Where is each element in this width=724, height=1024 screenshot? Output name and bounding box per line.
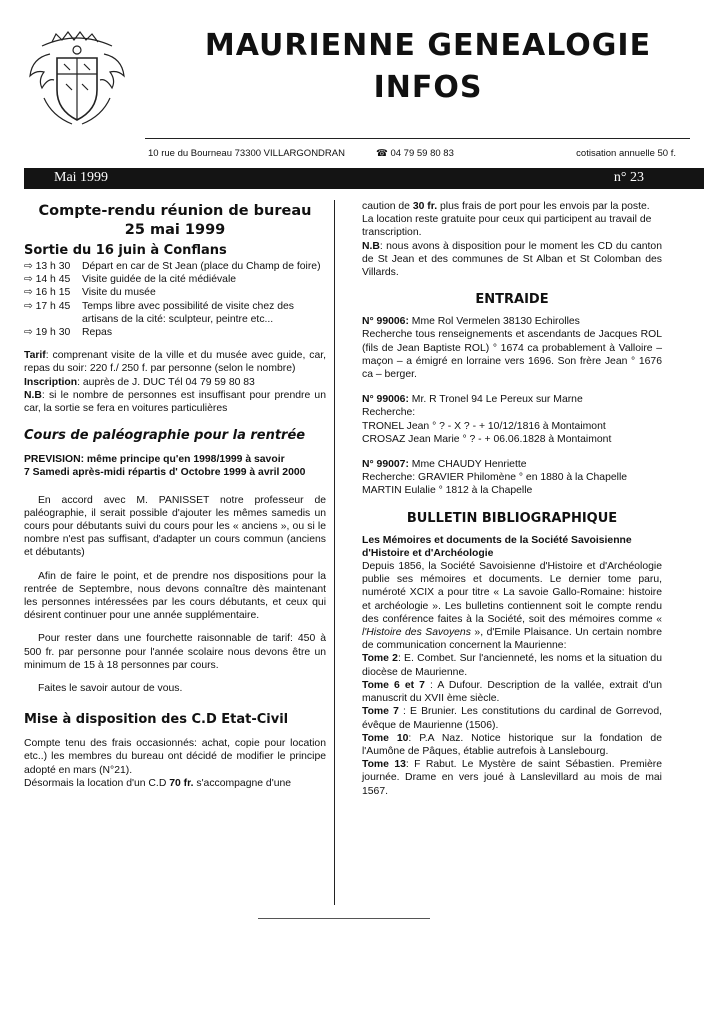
entraide-title: ENTRAIDE xyxy=(475,292,549,308)
newsletter-title: MAURIENNE GENEALOGIE xyxy=(204,28,652,63)
cd-paragraph: Compte tenu des frais occasionnés: achat, copie pour location etc..) les membres du bureau ont décidé de modifier le principe adopté en mars (N°21). xyxy=(24,738,326,776)
biblio-subtitle: Les Mémoires et documents de la Société Savoisienne d'Histoire et d'Archéologie xyxy=(362,534,632,559)
paleography-paragraph-3: Pour rester dans une fourchette raisonnable de tarif: 450 à 500 fr. par personne pour l'année scolaire nous devons être un minimum de 15 à 18 personnes par cours. xyxy=(24,633,326,671)
cd-title: Mise à disposition des C.D Etat-Civil xyxy=(24,712,289,728)
program-item: ⇨ 13 h 30 Départ en car de St Jean (place du Champ de foire) xyxy=(24,261,321,272)
prevision-line-2: 7 Samedi après-midi répartis d' Octobre 1999 à avril 2000 xyxy=(24,467,306,479)
program-item: ⇨ 19 h 30 Repas xyxy=(24,327,113,339)
entraide-entry-header: N° 99006: Mme Rol Vermelen 38130 Echirolles xyxy=(362,316,580,328)
biblio-paragraph: Depuis 1856, la Société Savoisienne d'Histoire et d'Archéologie publie ses mémoires et documents. Le dernier tome paru, numéroté XCIX a pour titre « La savoie Gallo-Romaine: histoire et archéologie ». Les bulletins contiennent soit le compte rendu des conférence faites à la Société, soit des mémoires comme « l'Histoire des Savoyens », d'Emile Plaisance. Un certain nombre de communication concernent la Maurienne: xyxy=(362,561,663,652)
tome-entry: Tome 6 et 7 : A Dufour. Description de la vallée, extrait d'un manuscrit du XVII ème siècle. xyxy=(362,679,663,705)
prevision-line-1: PREVISION: même principe qu'en 1998/1999 à savoir xyxy=(24,454,285,466)
program-item: ⇨ 17 h 45 Temps libre avec possibilité de visite chez des artisans de la cité: sculpteur, peintre etc... xyxy=(24,300,294,325)
header-rule xyxy=(145,138,690,139)
report-date: 25 mai 1999 xyxy=(124,222,226,238)
entraide-entry-header: N° 99007: Mme CHAUDY Henriette xyxy=(362,459,527,471)
entraide-entry-line: Recherche: xyxy=(362,407,416,419)
newsletter-subtitle: INFOS xyxy=(373,70,483,105)
report-title: Compte-rendu réunion de bureau xyxy=(38,203,312,219)
paleography-title: Cours de paléographie pour la rentrée xyxy=(24,428,306,444)
issue-band xyxy=(24,168,704,189)
cd-nb: N.B: nous avons à disposition pour le moment les CD du canton de St Jean et des communes de St Alban et St Colomban des Villards. xyxy=(362,240,662,279)
cd-free-rental: La location reste gratuite pour ceux qui participent au travail de transcription. xyxy=(362,214,652,239)
right-column xyxy=(362,200,662,798)
tome-entry: Tome 13: F Rabut. Le Mystère de saint Sébastien. Première journée. Drame en vers joué à Lanslevillard au mois de mai 1567. xyxy=(362,759,662,797)
coat-of-arms-logo xyxy=(22,28,132,128)
biblio-title: BULLETIN BIBLIOGRAPHIQUE xyxy=(406,510,618,526)
entraide-entry-text: Recherche tous renseignements et ascendants de Jacques ROL (fils de Jean Baptiste ROL) ° 1674 ca probablement à Valloire – maçon – a émigré en lorraine vers 1696. Son frère Jean ° 1676 ca – berger. xyxy=(362,329,662,381)
left-column xyxy=(24,202,326,790)
program-item: ⇨ 14 h 45 Visite guidée de la cité médiévale xyxy=(24,274,237,286)
outing-title: Sortie du 16 juin à Conflans xyxy=(24,243,227,258)
column-divider xyxy=(334,200,335,905)
nb-paragraph: N.B: si le nombre de personnes est insuffisant pour prendre un car, la sortie se fera en voitures particulières xyxy=(24,389,326,415)
entraide-entry-line: CROSAZ Jean Marie ° ? - + 06.06.1828 à Montaimont xyxy=(362,433,612,445)
entraide-entry-line: MARTIN Eulalie ° 1812 à la Chapelle xyxy=(362,485,533,497)
entraide-entry-line: Recherche: GRAVIER Philomène ° en 1880 à la Chapelle xyxy=(362,472,628,484)
inscription-paragraph: Inscription: auprès de J. DUC Tél 04 79 59 80 83 xyxy=(24,376,255,388)
program-item: ⇨ 16 h 15 Visite du musée xyxy=(24,287,156,299)
issue-month: Mai 1999 xyxy=(54,170,109,185)
paleography-paragraph-1: En accord avec M. PANISSET notre professeur de paléographie, il serait possible d'ajouter les mêmes samedis un cours pour débutants suivi du cours pour les « anciens », ou si le nombre n'est pas suffisant, d'adapter un cours commun (anciens et débutants) xyxy=(24,494,326,559)
cd-continuation: caution de 30 fr. plus frais de port pour les envois par la poste. xyxy=(362,201,650,212)
paleography-paragraph-4: Faites le savoir autour de vous. xyxy=(38,683,183,695)
paleography-paragraph-2: Afin de faire le point, et de prendre nos dispositions pour la rentrée de Septembre, nous devons connaître dès maintenant les personnes intéressées par les cours débutants, et ceux qui désirent continuer pour une année supplémentaire. xyxy=(24,570,326,622)
phone-number: ☎ 04 79 59 80 83 xyxy=(376,148,454,159)
footer-rule xyxy=(258,918,430,919)
tome-entry: Tome 10: P.A Naz. Notice historique sur la fondation de l'Aumône de Pâques, établie autrefois à Lanslebourg. xyxy=(362,732,662,757)
tome-entry: Tome 7 : E Brunier. Les constitutions du cardinal de Gorrevod, évêque de Maurienne (1506). xyxy=(362,706,663,731)
issue-number: n° 23 xyxy=(613,170,644,185)
tome-entry: Tome 2: E. Combet. Sur l'ancienneté, les noms et la situation du diocèse de Maurienne. xyxy=(362,653,662,678)
address: 10 rue du Bourneau 73300 VILLARGONDRAN xyxy=(148,148,345,159)
membership-fee: cotisation annuelle 50 f. xyxy=(576,148,676,159)
entraide-entry-line: TRONEL Jean ° ? - X ? - + 10/12/1816 à Montaimont xyxy=(362,420,606,432)
entraide-entry-header: N° 99006: Mr. R Tronel 94 Le Pereux sur Marne xyxy=(362,394,583,406)
tarif-paragraph: Tarif: comprenant visite de la ville et du musée avec guide, car, repas du soir: 220 f./ 250 f. par personne (selon le nombre) xyxy=(24,350,326,375)
cd-paragraph-2: Désormais la location d'un C.D 70 fr. s'accompagne d'une xyxy=(24,777,292,789)
